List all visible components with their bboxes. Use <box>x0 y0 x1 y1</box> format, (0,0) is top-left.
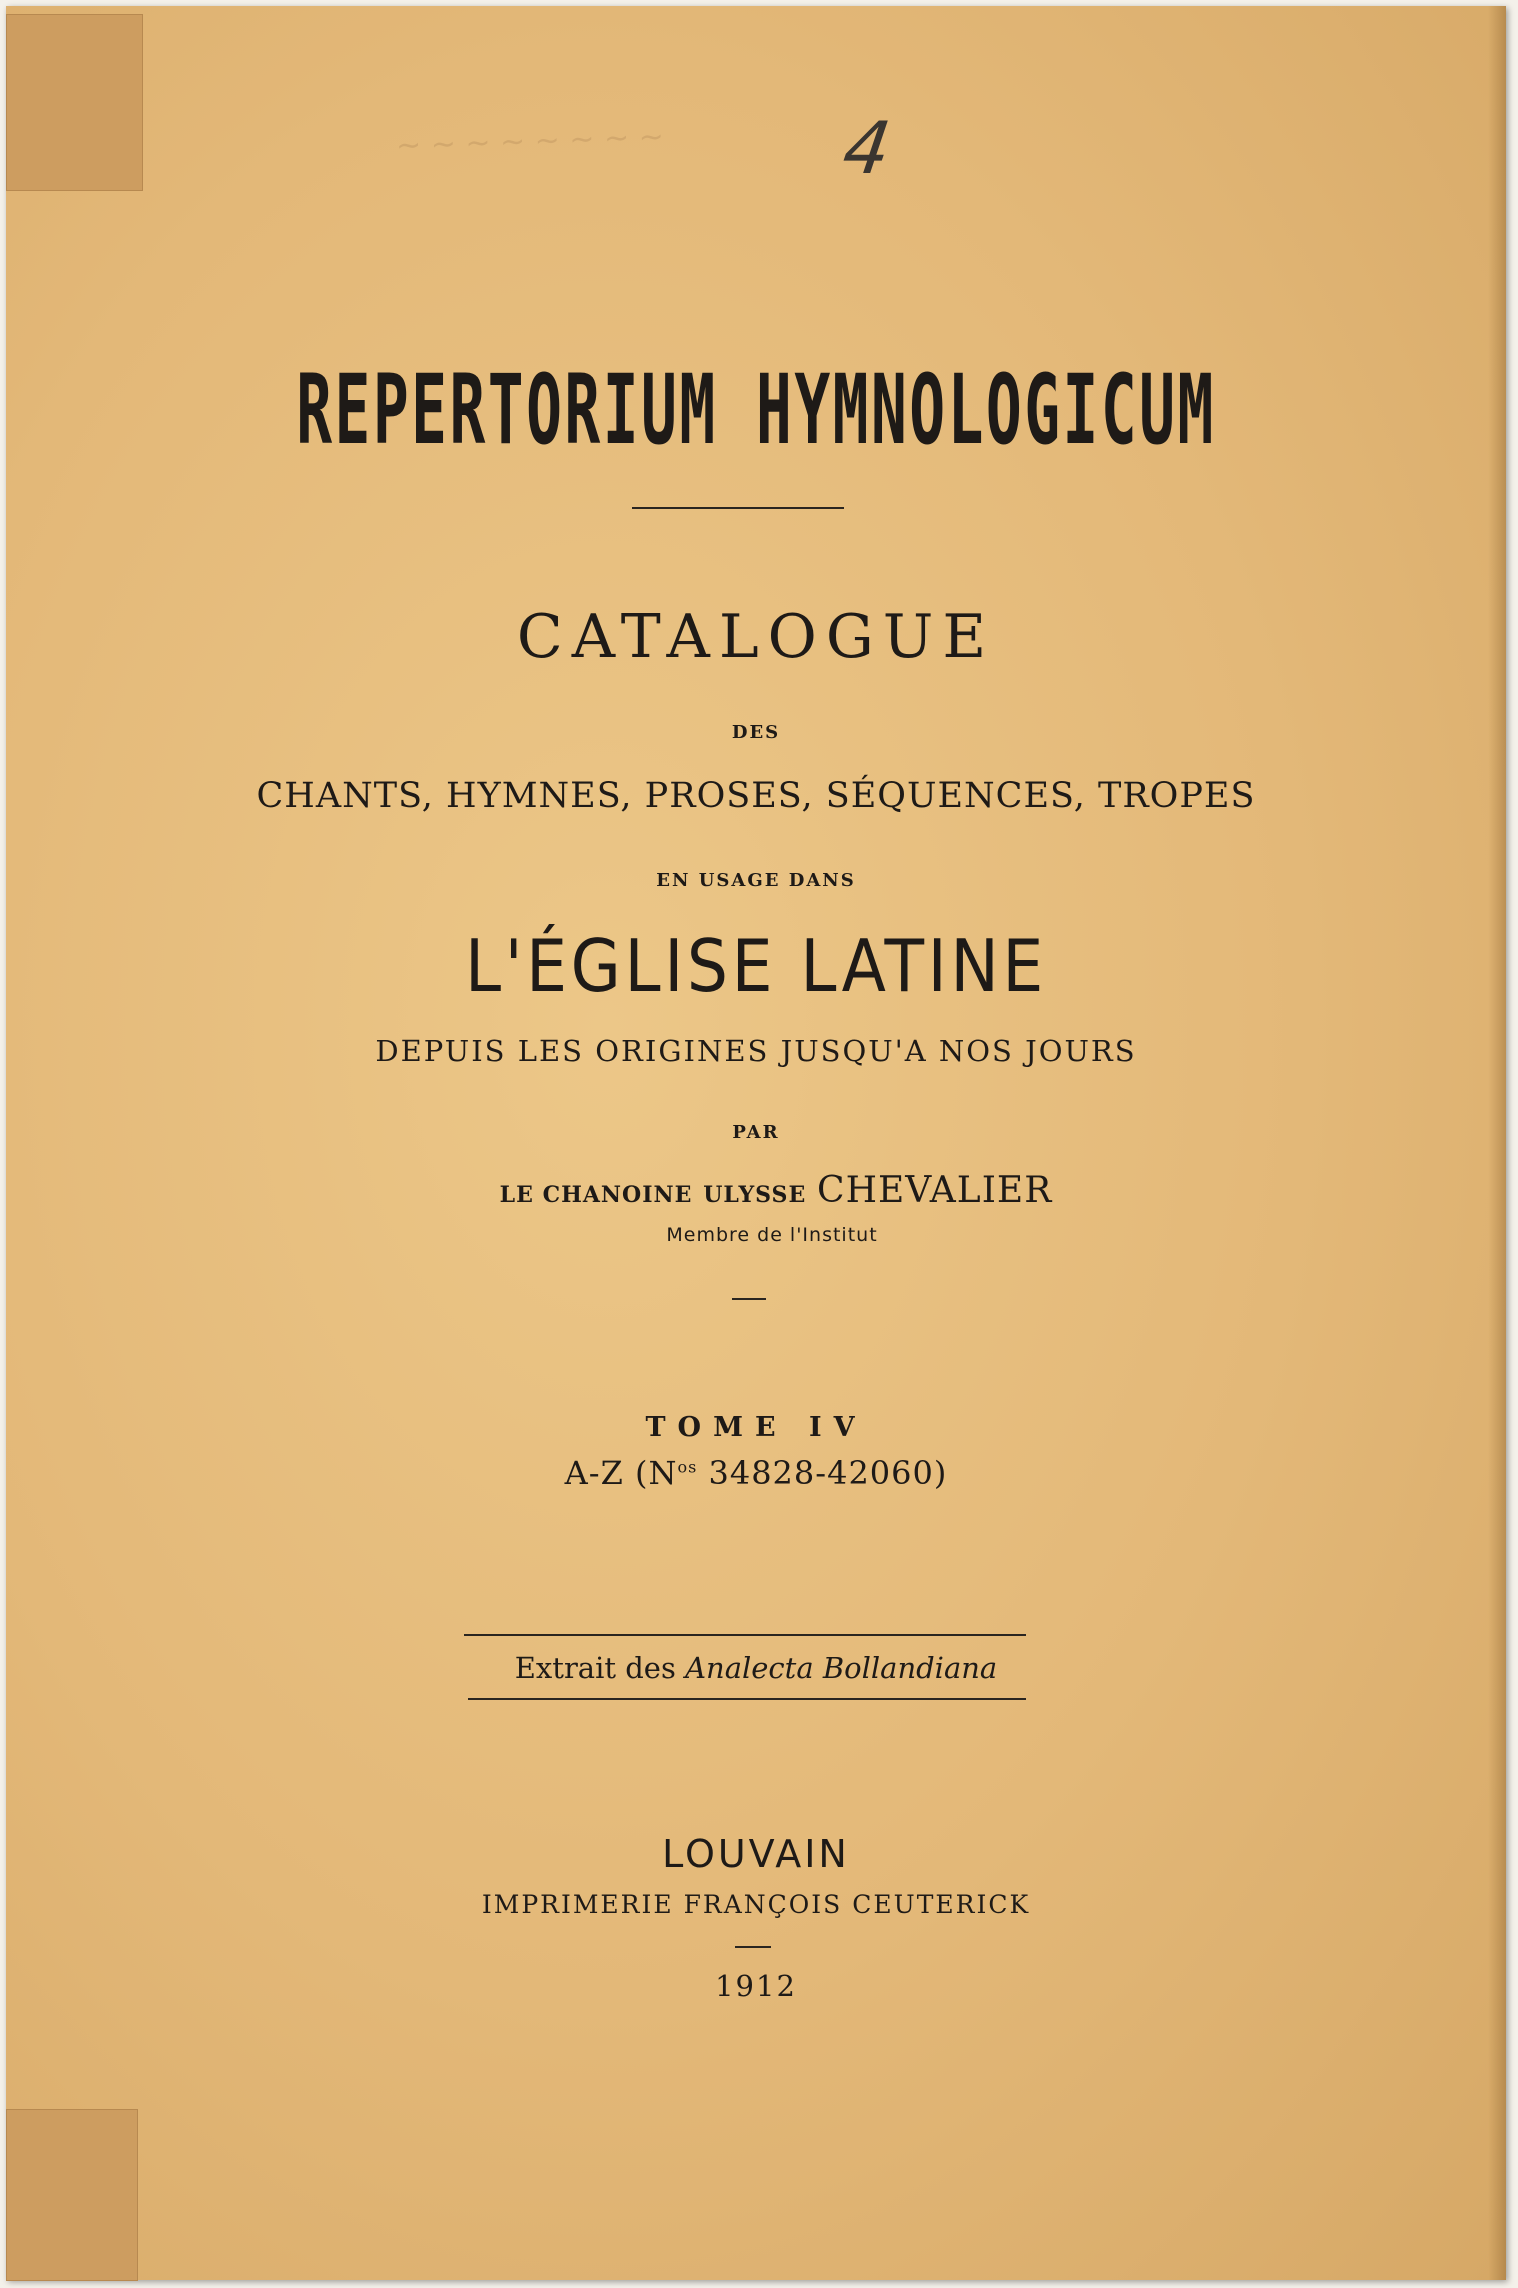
range-superscript: os <box>677 1457 698 1477</box>
publication-year: 1912 <box>715 1969 797 2003</box>
handwritten-shelf-number: 4 <box>838 106 896 190</box>
extrait-bottom-rule <box>468 1698 1026 1700</box>
main-title: REPERTORIUM HYMNOLOGICUM <box>296 354 1216 466</box>
journal-title: Analecta Bollandiana <box>685 1651 998 1685</box>
usage-label: EN USAGE DANS <box>656 870 856 891</box>
tape-patch-bottom <box>6 2109 138 2281</box>
printer-name: IMPRIMERIE FRANÇOIS CEUTERICK <box>481 1890 1031 1919</box>
volume-label: TOME IV <box>645 1412 867 1443</box>
depuis-line: DEPUIS LES ORIGINES JUSQU'A NOS JOURS <box>375 1034 1137 1068</box>
author-affiliation: Membre de l'Institut <box>666 1224 878 1246</box>
extrait-line <box>6 1651 1506 1685</box>
genres-line: CHANTS, HYMNES, PROSES, SÉQUENCES, TROPES <box>256 776 1256 816</box>
eglise-latine-heading: L'ÉGLISE LATINE <box>465 924 1047 1008</box>
author-first-name: ULYSSE <box>703 1182 807 1208</box>
author-line <box>26 1170 1518 1211</box>
publisher-city: LOUVAIN <box>662 1832 850 1876</box>
author-prefix: LE CHANOINE <box>499 1182 693 1208</box>
book-cover <box>6 6 1506 2280</box>
faded-stamp: ~ ~ ~ ~ ~ ~ ~ ~ <box>395 119 665 164</box>
extrait-top-rule <box>464 1634 1026 1636</box>
par-label: PAR <box>732 1122 780 1143</box>
imprint-dash <box>735 1946 771 1948</box>
des-label: DES <box>731 722 781 743</box>
title-rule <box>632 507 844 509</box>
number-range <box>6 1454 1506 1492</box>
section-dash <box>732 1298 766 1300</box>
author-last-name: CHEVALIER <box>817 1170 1053 1211</box>
tape-patch-top <box>6 14 143 191</box>
range-prefix: A-Z (N <box>564 1454 678 1492</box>
range-numbers: 34828-42060) <box>697 1454 948 1492</box>
extrait-prefix: Extrait des <box>514 1651 686 1685</box>
catalogue-heading: CATALOGUE <box>516 602 996 672</box>
cover-edge-shadow <box>1488 6 1506 2280</box>
